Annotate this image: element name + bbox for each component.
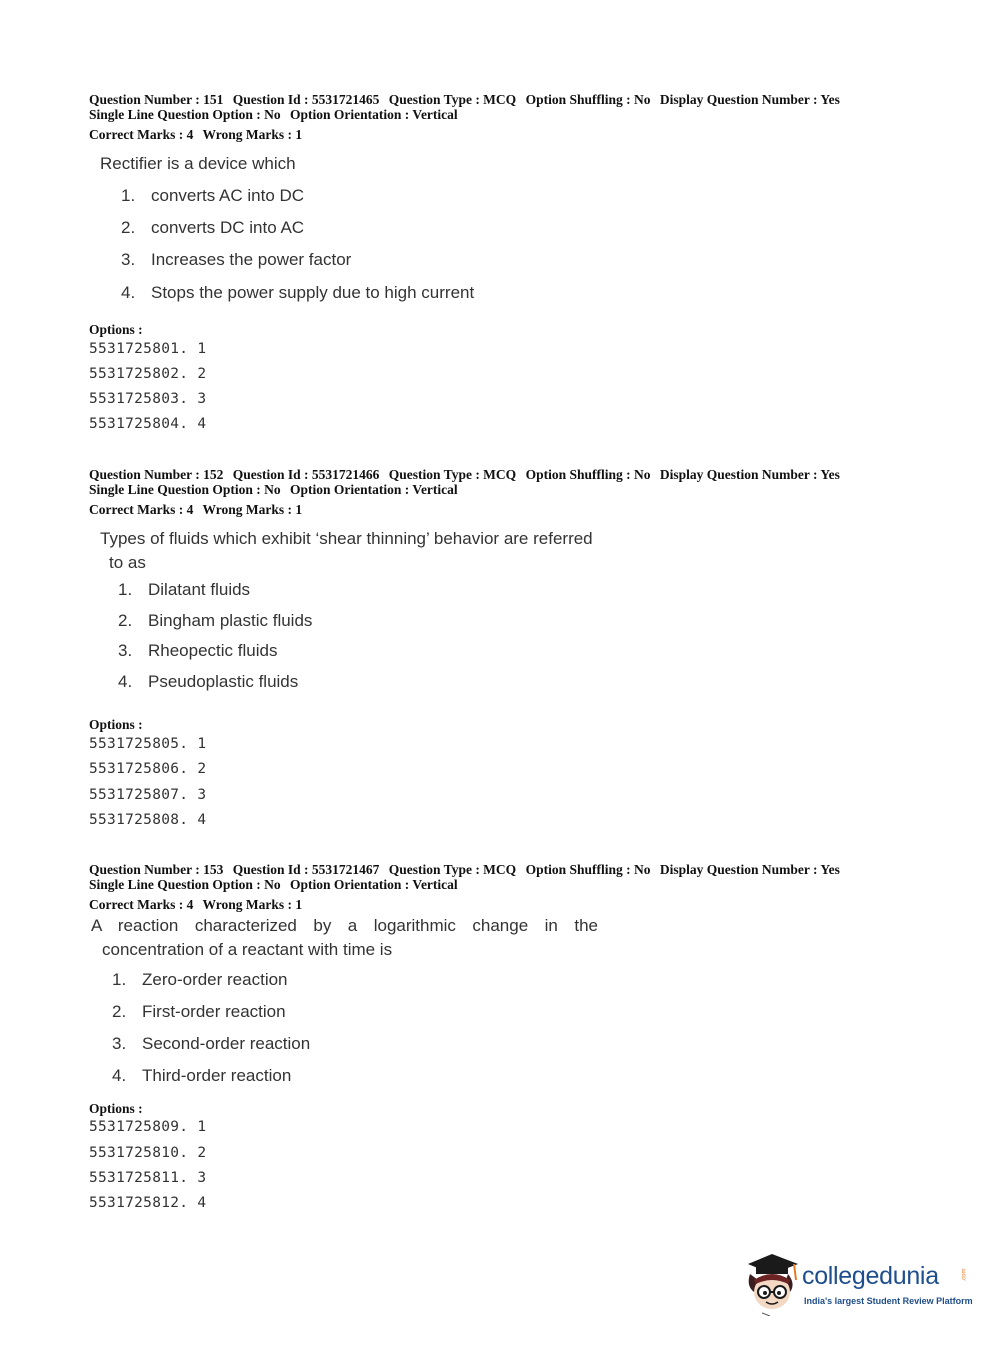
question-type: Question Type : MCQ [388, 92, 517, 107]
question-number: Question Number : 153 [89, 862, 224, 877]
answer-id: 5531725806. 2 [89, 761, 207, 777]
wrong-marks: Wrong Marks : 1 [202, 502, 303, 517]
answer-id: 5531725812. 4 [89, 1195, 207, 1211]
question-153-option-3: 3. Second-order reaction [112, 1034, 311, 1053]
question-id: Question Id : 5531721465 [232, 92, 380, 107]
wrong-marks: Wrong Marks : 1 [202, 127, 303, 142]
display-question-number: Display Question Number : Yes [659, 467, 840, 482]
answer-id: 5531725810. 2 [89, 1145, 207, 1161]
question-152-text: Types of fluids which exhibit ‘shear thinning’ behavior are referred to as [100, 529, 593, 572]
answer-id: 5531725802. 2 [89, 366, 207, 382]
answer-id: 5531725804. 4 [89, 416, 207, 432]
answer-id: 5531725811. 3 [89, 1170, 207, 1186]
question-id: Question Id : 5531721467 [232, 862, 380, 877]
options-label: Options : [89, 717, 143, 732]
answer-id: 5531725809. 1 [89, 1119, 207, 1135]
question-151-meta [89, 92, 929, 142]
single-line-option: Single Line Question Option : No [89, 482, 281, 497]
option-orientation: Option Orientation : Vertical [290, 482, 458, 497]
question-152-option-3: 3. Rheopectic fluids [118, 641, 278, 660]
question-153-option-2: 2. First-order reaction [112, 1002, 286, 1021]
answer-id: 5531725805. 1 [89, 736, 207, 752]
logo-tagline: India's largest Student Review Platform [804, 1296, 973, 1306]
correct-marks: Correct Marks : 4 [89, 897, 194, 912]
question-153-option-1: 1. Zero-order reaction [112, 970, 288, 989]
question-number: Question Number : 152 [89, 467, 224, 482]
single-line-option: Single Line Question Option : No [89, 877, 281, 892]
question-151-option-1: 1. converts AC into DC [121, 186, 305, 205]
option-orientation: Option Orientation : Vertical [290, 107, 458, 122]
question-151-option-4: 4. Stops the power supply due to high current [121, 283, 475, 302]
question-151-option-2: 2. converts DC into AC [121, 218, 305, 237]
question-153-text: A reaction characterized by a logarithmic change in the concentration of a reactant with time is [91, 916, 598, 959]
option-shuffling: Option Shuffling : No [525, 862, 651, 877]
question-number: Question Number : 151 [89, 92, 224, 107]
correct-marks: Correct Marks : 4 [89, 502, 194, 517]
question-151-option-3: 3. Increases the power factor [121, 250, 352, 269]
question-type: Question Type : MCQ [388, 467, 517, 482]
wrong-marks: Wrong Marks : 1 [202, 897, 303, 912]
option-orientation: Option Orientation : Vertical [290, 877, 458, 892]
options-label: Options : [89, 322, 143, 337]
display-question-number: Display Question Number : Yes [659, 92, 840, 107]
display-question-number: Display Question Number : Yes [659, 862, 840, 877]
logo-wordmark: collegedunia [802, 1262, 939, 1290]
question-153-option-4: 4. Third-order reaction [112, 1066, 292, 1085]
collegedunia-logo [742, 1250, 972, 1320]
option-shuffling: Option Shuffling : No [525, 92, 651, 107]
question-type: Question Type : MCQ [388, 862, 517, 877]
question-152-option-1: 1. Dilatant fluids [118, 580, 251, 599]
single-line-option: Single Line Question Option : No [89, 107, 281, 122]
question-id: Question Id : 5531721466 [232, 467, 380, 482]
question-151-text: Rectifier is a device which [100, 154, 296, 173]
options-label: Options : [89, 1101, 143, 1116]
logo-suffix: .com [961, 1268, 968, 1282]
answer-id: 5531725801. 1 [89, 341, 207, 357]
answer-id: 5531725807. 3 [89, 787, 207, 803]
answer-id: 5531725808. 4 [89, 812, 207, 828]
answer-id: 5531725803. 3 [89, 391, 207, 407]
question-152-option-2: 2. Bingham plastic fluids [118, 611, 313, 630]
question-152-option-4: 4. Pseudoplastic fluids [118, 672, 299, 691]
question-153-meta [89, 862, 929, 912]
question-152-meta [89, 467, 929, 517]
option-shuffling: Option Shuffling : No [525, 467, 651, 482]
correct-marks: Correct Marks : 4 [89, 127, 194, 142]
mascot-icon [742, 1250, 802, 1316]
